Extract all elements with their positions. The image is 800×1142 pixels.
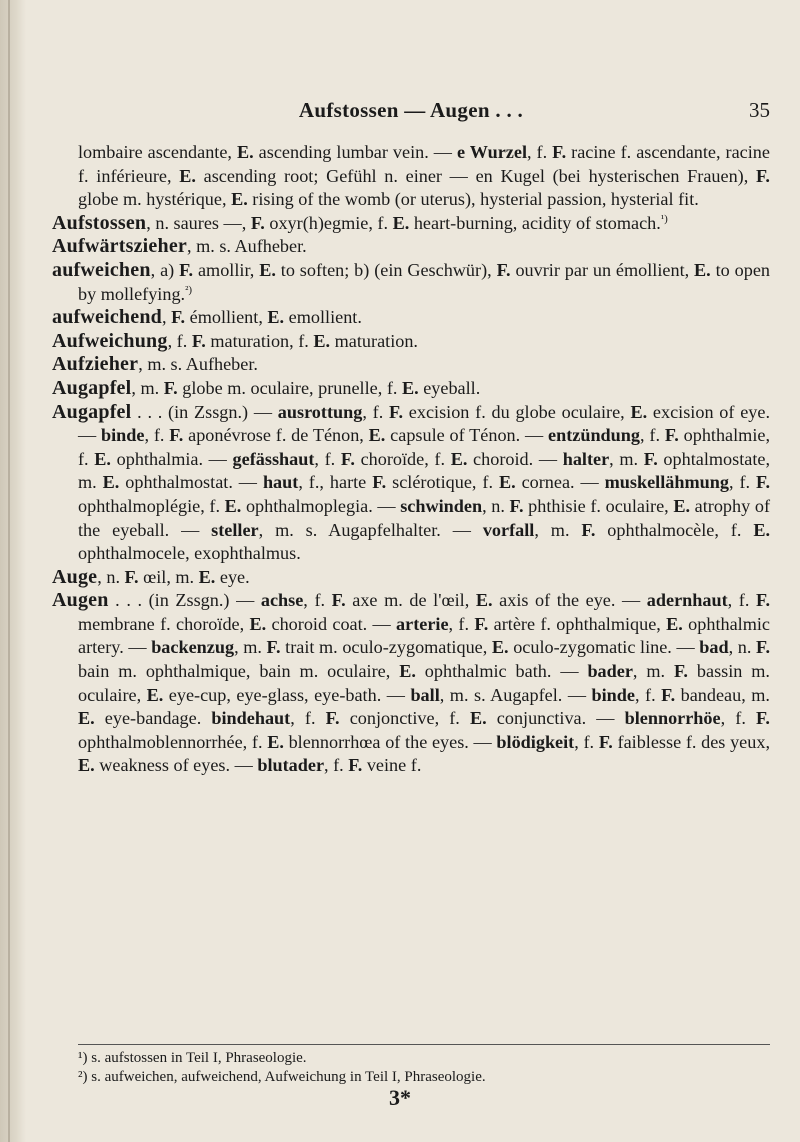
entry-aufwaertszieher: Aufwärtszieher, m. s. Aufheber. xyxy=(52,235,307,258)
footnote-1: ¹) s. aufstossen in Teil I, Phraseologie. xyxy=(78,1050,307,1066)
entry-augapfel: Augapfel, m. F. globe m. oculaire, prunelle, f. E. eyeball. xyxy=(52,376,481,399)
entry-continuation: lombaire ascendante, E. ascending lumbar vein. — e Wurzel, f. F. racine f. ascendante, racine f. inférieure, E. ascending root; Gefühl n. einer — en Kugel (bei hysterischen Frauen), F. globe m. hystérique, E. rising of the womb (or uterus), hysterial passion, hysterial fit. xyxy=(78,142,770,210)
entry-aufstossen: Aufstossen, n. saures —, F. oxyr(h)egmie, f. E. heart-burning, acidity of stomach.$^{^1)}$ xyxy=(52,211,668,234)
page-number: 35 xyxy=(749,98,770,122)
entry-aufweichung: Aufweichung, f. F. maturation, f. E. maturation. xyxy=(52,329,418,352)
entry-augen-compounds: Augen . . . (in Zssgn.) — achse, f. F. axe m. de l'œil, E. axis of the eye. — adernhaut, f. F. membrane f. choroïde, E. choroid coat. — arterie, f. F. artère f. ophthalmique, E. ophthalmic artery. — backenzug, m. F. trait m. oculo-zygomatique, E. oculo-zygomatic line. — bad, n. F. bain m. ophthalmique, bain m. oculaire, E. ophthalmic bath. — bader, m. F. bassin m. oculaire, E. eye-cup, eye-glass, eye-bath. — ball, m. s. Augapfel. — binde, f. F. bandeau, m. E. eye-bandage. bindehaut, f. F. conjonctive, f. E. conjunctiva. — blennorrhöe, f. F. ophthalmoblennorrhée, f. E. blennorrhœa of the eyes. — blödigkeit, f. F. faiblesse f. des yeux, E. weakness of eyes. — blutader, f. F. veine f. xyxy=(52,589,771,776)
signature-mark: 3* xyxy=(389,1085,411,1110)
page-title: Aufstossen — Augen . . . xyxy=(298,98,524,122)
footnotes xyxy=(78,1044,770,1087)
entry-aufzieher: Aufzieher, m. s. Aufheber. xyxy=(52,353,258,376)
running-head xyxy=(52,98,770,128)
dictionary-body xyxy=(52,141,770,778)
entry-auge: Auge, n. F. œil, m. E. eye. xyxy=(52,565,250,588)
entry-augapfel-compounds: Augapfel . . . (in Zssgn.) — ausrottung, f. F. excision f. du globe oculaire, E. excision of eye. — binde, f. F. aponévrose f. de Ténon, E. capsule of Ténon. — entzündung, f. F. ophthalmie, f. E. ophthalmia. — gefässhaut, f. F. choroïde, f. E. choroid. — halter, m. F. ophtalmostate, m. E. ophthalmostat. — haut, f., harte F. sclérotique, f. E. cornea. — muskellähmung, f. F. ophthalmoplégie, f. E. ophthalmoplegia. — schwinden, n. F. phthisie f. oculaire, E. atrophy of the eyeball. — steller, m. s. Augapfelhalter. — vorfall, m. F. ophthalmocèle, f. E. ophthalmocele, exophthalmus. xyxy=(52,400,771,564)
footnote-2: ²) s. aufweichen, aufweichend, Aufweichung in Teil I, Phraseologie. xyxy=(78,1069,486,1085)
entry-aufweichend: aufweichend, F. émollient, E. emollient. xyxy=(52,306,362,329)
entry-aufweichen: aufweichen, a) F. amollir, E. to soften; b) (ein Geschwür), F. ouvrir par un émollient, E. to open by mollefying.$^{^2)}$ xyxy=(52,258,770,304)
